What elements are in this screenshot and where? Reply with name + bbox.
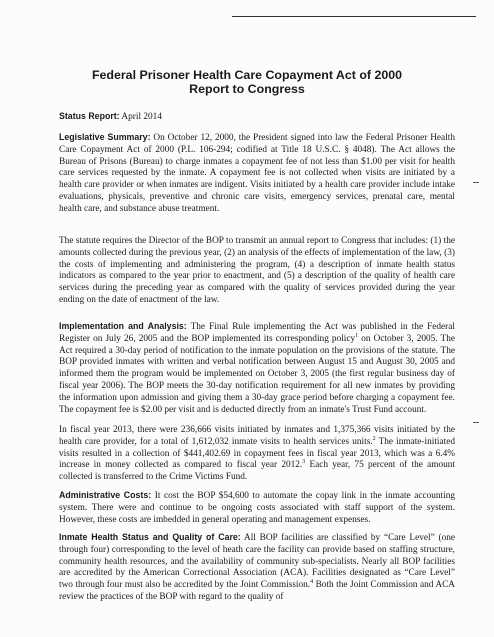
administrative-costs-text: It cost the BOP $54,600 to automate the copay link in the inmate accounting system. There were and continue to be ongoing costs associated with staff support of the system. However, these costs are imbedded in general operating and management expenses. <box>59 491 456 525</box>
document-title: Federal Prisoner Health Care Copayment Act of 2000 <box>91 68 403 82</box>
footnote-ref-4: 4 <box>310 579 314 586</box>
implementation-text: The Final Rule implementing the Act was published in the Federal Register on July 26, 2005 and the BOP implemented its corresponding policy <box>59 322 455 344</box>
legislative-summary-text: On October 12, 2000, the President signed into law the Federal Prisoner Health Care Copayment Act of 2000 (P.L. 106-294; codified at Title 18 U.S.C. § 4048). The Act allows the Bureau of Prisons (Bureau) to charge inmates a copayment fee of not less than $1.00 per visit for health care services requested by the inmate. A copayment fee is not collected when visits are initiated by a health care provider or when inmates are indigent. Visits initiated by a health care provider include intake evaluations, physicals, preventive and chronic care visits, emergency services, prenatal care, mental health care, and substance abuse treatment. <box>59 133 455 214</box>
inmate-health-label: Inmate Health Status and Quality of Care: <box>59 532 241 542</box>
fy2013-text-end: Each year, 75 percent of the amount collected is transferred to the Crime Victims Fund. <box>59 460 455 483</box>
footnote-ref-2: 2 <box>372 435 376 442</box>
fy2013-text: In fiscal year 2013, there were 236,666 visits initiated by inmates and 1,375,366 visits initiated by the health care provider, for a total of 1,612,032 inmate visits to health services units. <box>59 425 455 447</box>
administrative-costs-paragraph <box>59 490 455 526</box>
header-rule <box>232 16 476 17</box>
administrative-costs-label: Administrative Costs: <box>59 490 152 500</box>
fy2013-text-cont: The inmate-initiated visits resulted in a collection of $441,402.69 in copayment fees in fiscal year 2013, which was a 6.4% increase in money collected as compared to fiscal year 2012. <box>59 436 455 471</box>
legislative-summary-paragraph <box>59 132 455 216</box>
implementation-paragraph <box>59 321 455 416</box>
statute-paragraph: The statute requires the Director of the BOP to transmit an annual report to Congress that includes: (1) the amounts collected during the previous year, (2) an analysis of the effects of implementation of the law, (3) the costs of implementing and administering the program, (4) a description of inmate health status indicators as compared to the year prior to enactment, and (5) a description of the quality of health care services during the preceding year as compared with the quality of services provided during the year ending on the date of enactment of the law. <box>59 236 455 305</box>
margin-mark <box>473 182 479 183</box>
implementation-label: Implementation and Analysis: <box>59 321 187 331</box>
status-label: Status Report: <box>59 111 120 121</box>
implementation-text-cont: on October 3, 2005. The Act required a 30-day period of notification to the inmate population on the provisions of the statute. The BOP provided inmates with written and verbal notification between August 15 and August 30, 2005 and informed them the program would be implemented on October 3, 2005 (the first regular business day of fiscal year 2006). The BOP meets the 30-day notification requirement for all new inmates by providing the information upon admission and giving them a 30-day grace period before charging a copayment fee. The copayment fee is $2.00 per visit and is deducted directly from an inmate's Trust Fund account. <box>59 333 455 415</box>
inmate-health-text-cont: Both the Joint Commission and ACA review the practices of the BOP with regard to the quality of <box>59 580 455 602</box>
document-subtitle: Report to Congress <box>189 82 305 96</box>
inmate-health-text: All BOP facilities are classified by “Care Level” (one through four) corresponding to the level of heath care the facility can provide based on staffing structure, community health resources, and the availability of community sub-specialists. Nearly all BOP facilities are accredited by the American Correctional Association (ACA). Facilities designated as “Care Level” two through four must also be accredited by the Joint Commission. <box>59 533 455 591</box>
inmate-health-paragraph <box>59 532 455 604</box>
status-value: April 2014 <box>119 112 162 122</box>
status-report <box>59 111 455 124</box>
fy2013-paragraph <box>59 425 455 484</box>
legislative-summary-label: Legislative Summary: <box>59 132 151 142</box>
margin-mark <box>473 422 479 423</box>
footnote-ref-3: 3 <box>302 459 306 466</box>
footnote-ref-1: 1 <box>355 332 359 339</box>
